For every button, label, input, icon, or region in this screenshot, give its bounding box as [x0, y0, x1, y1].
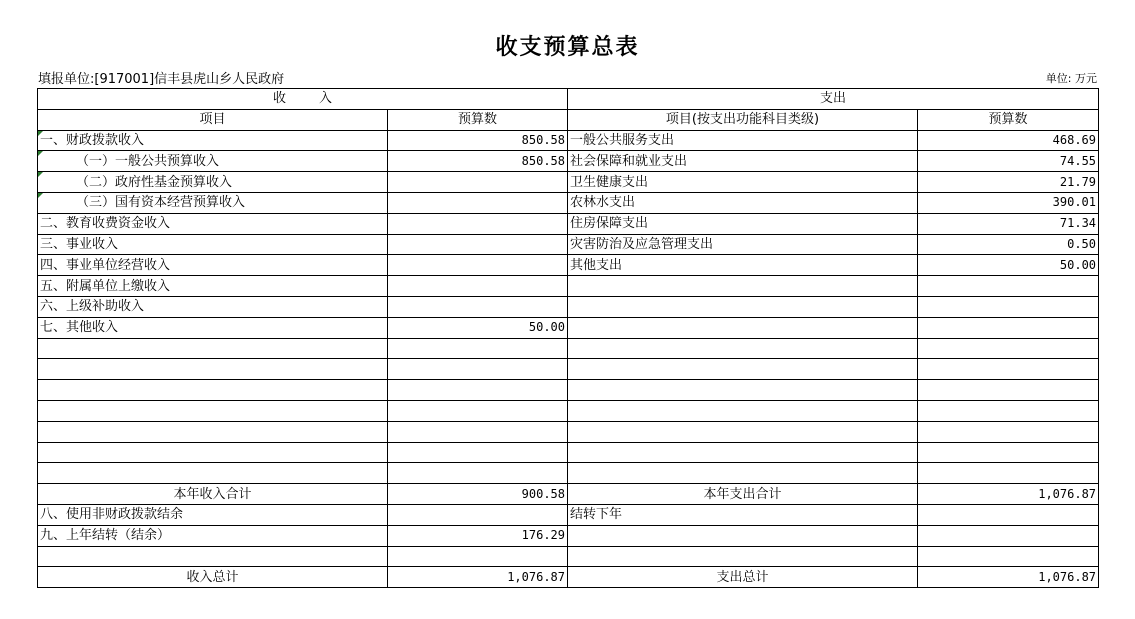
- table-row: [38, 213, 1099, 234]
- income-item-cell: 二、教育收费资金收入: [38, 213, 388, 234]
- income-value-cell: [388, 192, 568, 213]
- expense-item-cell: [568, 317, 918, 338]
- income-item-cell: [38, 380, 388, 401]
- table-row: [38, 442, 1099, 463]
- expense-item-cell: [568, 276, 918, 297]
- income-item-cell: （三）国有资本经营预算收入: [38, 192, 388, 213]
- currency-unit: 单位: 万元: [1045, 72, 1097, 85]
- expense-item-cell: [568, 442, 918, 463]
- table-row: [38, 130, 1099, 151]
- expense-value-cell: [918, 525, 1099, 546]
- table-row: [38, 359, 1099, 380]
- expense-item-cell: [568, 546, 918, 567]
- income-item-cell: 六、上级补助收入: [38, 296, 388, 317]
- income-value-cell: [388, 546, 568, 567]
- table-row: [38, 380, 1099, 401]
- income-item-cell: （一）一般公共预算收入: [38, 151, 388, 172]
- expense-value-cell: 71.34: [918, 213, 1099, 234]
- income-value-cell: 50.00: [388, 317, 568, 338]
- year-expense-total-value: 1,076.87: [918, 484, 1099, 505]
- income-item-header: 项目: [38, 109, 388, 130]
- grand-expense-total-value: 1,076.87: [918, 567, 1099, 588]
- table-row: [38, 525, 1099, 546]
- income-item-cell: [38, 338, 388, 359]
- expense-item-cell: 结转下年: [568, 504, 918, 525]
- income-value-cell: [388, 172, 568, 193]
- expense-value-cell: [918, 296, 1099, 317]
- income-value-cell: [388, 296, 568, 317]
- expense-item-cell: [568, 338, 918, 359]
- year-expense-total-label: 本年支出合计: [568, 484, 918, 505]
- table-row: [38, 296, 1099, 317]
- income-value-cell: [388, 421, 568, 442]
- expense-item-cell: 住房保障支出: [568, 213, 918, 234]
- income-value-cell: [388, 338, 568, 359]
- expense-value-cell: [918, 380, 1099, 401]
- table-row: [38, 255, 1099, 276]
- income-item-cell: [38, 421, 388, 442]
- expense-value-cell: [918, 463, 1099, 484]
- table-subheader-row: [38, 109, 1099, 130]
- expense-item-cell: [568, 525, 918, 546]
- expense-item-cell: 卫生健康支出: [568, 172, 918, 193]
- expense-item-cell: [568, 463, 918, 484]
- income-item-cell: [38, 359, 388, 380]
- income-value-cell: [388, 463, 568, 484]
- expense-value-cell: [918, 504, 1099, 525]
- table-row: [38, 151, 1099, 172]
- expense-item-cell: 灾害防治及应急管理支出: [568, 234, 918, 255]
- income-item-cell: [38, 442, 388, 463]
- expense-item-cell: [568, 421, 918, 442]
- year-income-total-label: 本年收入合计: [38, 484, 388, 505]
- income-item-cell: 七、其他收入: [38, 317, 388, 338]
- expense-value-cell: 50.00: [918, 255, 1099, 276]
- table-row: [38, 400, 1099, 421]
- table-row: [38, 504, 1099, 525]
- expense-item-header: 项目(按支出功能科目类级): [568, 109, 918, 130]
- income-value-cell: [388, 442, 568, 463]
- income-item-cell: 一、财政拨款收入: [38, 130, 388, 151]
- income-item-cell: [38, 463, 388, 484]
- expense-item-cell: 其他支出: [568, 255, 918, 276]
- expense-item-cell: 社会保障和就业支出: [568, 151, 918, 172]
- table-row: [38, 192, 1099, 213]
- expense-value-cell: [918, 276, 1099, 297]
- expense-value-cell: 74.55: [918, 151, 1099, 172]
- income-item-cell: 四、事业单位经营收入: [38, 255, 388, 276]
- expense-header: 支出: [568, 89, 1099, 110]
- expense-value-cell: 21.79: [918, 172, 1099, 193]
- income-value-cell: [388, 380, 568, 401]
- expense-item-cell: 一般公共服务支出: [568, 130, 918, 151]
- table-row: [38, 317, 1099, 338]
- expense-value-cell: 0.50: [918, 234, 1099, 255]
- income-value-cell: [388, 504, 568, 525]
- table-row: [38, 546, 1099, 567]
- expense-value-cell: [918, 317, 1099, 338]
- grand-total-row: [38, 567, 1099, 588]
- income-item-cell: （二）政府性基金预算收入: [38, 172, 388, 193]
- table-row: [38, 276, 1099, 297]
- expense-value-cell: [918, 442, 1099, 463]
- year-income-total-value: 900.58: [388, 484, 568, 505]
- income-item-cell: 五、附属单位上缴收入: [38, 276, 388, 297]
- expense-value-cell: 390.01: [918, 192, 1099, 213]
- grand-expense-total-label: 支出总计: [568, 567, 918, 588]
- income-item-cell: [38, 546, 388, 567]
- income-budget-header: 预算数: [388, 109, 568, 130]
- expense-item-cell: [568, 380, 918, 401]
- income-value-cell: [388, 400, 568, 421]
- income-item-cell: [38, 400, 388, 421]
- grand-income-total-label: 收入总计: [38, 567, 388, 588]
- expense-item-cell: 农林水支出: [568, 192, 918, 213]
- table-row: [38, 421, 1099, 442]
- income-value-cell: [388, 255, 568, 276]
- expense-item-cell: [568, 359, 918, 380]
- expense-value-cell: [918, 421, 1099, 442]
- year-total-row: [38, 484, 1099, 505]
- expense-value-cell: 468.69: [918, 130, 1099, 151]
- income-value-cell: 176.29: [388, 525, 568, 546]
- expense-item-cell: [568, 296, 918, 317]
- income-value-cell: 850.58: [388, 130, 568, 151]
- table-row: [38, 338, 1099, 359]
- income-value-cell: [388, 276, 568, 297]
- table-row: [38, 463, 1099, 484]
- expense-value-cell: [918, 338, 1099, 359]
- page-title: 收支预算总表: [495, 35, 640, 60]
- income-value-cell: [388, 359, 568, 380]
- table-header-row: [38, 89, 1099, 110]
- grand-income-total-value: 1,076.87: [388, 567, 568, 588]
- income-header: 收 入: [38, 89, 568, 110]
- table-row: [38, 234, 1099, 255]
- income-item-cell: 三、事业收入: [38, 234, 388, 255]
- income-item-cell: 九、上年结转（结余）: [38, 525, 388, 546]
- expense-value-cell: [918, 546, 1099, 567]
- income-value-cell: [388, 234, 568, 255]
- income-item-cell: 八、使用非财政拨款结余: [38, 504, 388, 525]
- table-row: [38, 172, 1099, 193]
- income-value-cell: [388, 213, 568, 234]
- reporting-unit: 填报单位:[917001]信丰县虎山乡人民政府: [38, 72, 285, 87]
- income-value-cell: 850.58: [388, 151, 568, 172]
- expense-value-cell: [918, 400, 1099, 421]
- expense-budget-header: 预算数: [918, 109, 1099, 130]
- expense-value-cell: [918, 359, 1099, 380]
- budget-table: [37, 88, 1099, 588]
- expense-item-cell: [568, 400, 918, 421]
